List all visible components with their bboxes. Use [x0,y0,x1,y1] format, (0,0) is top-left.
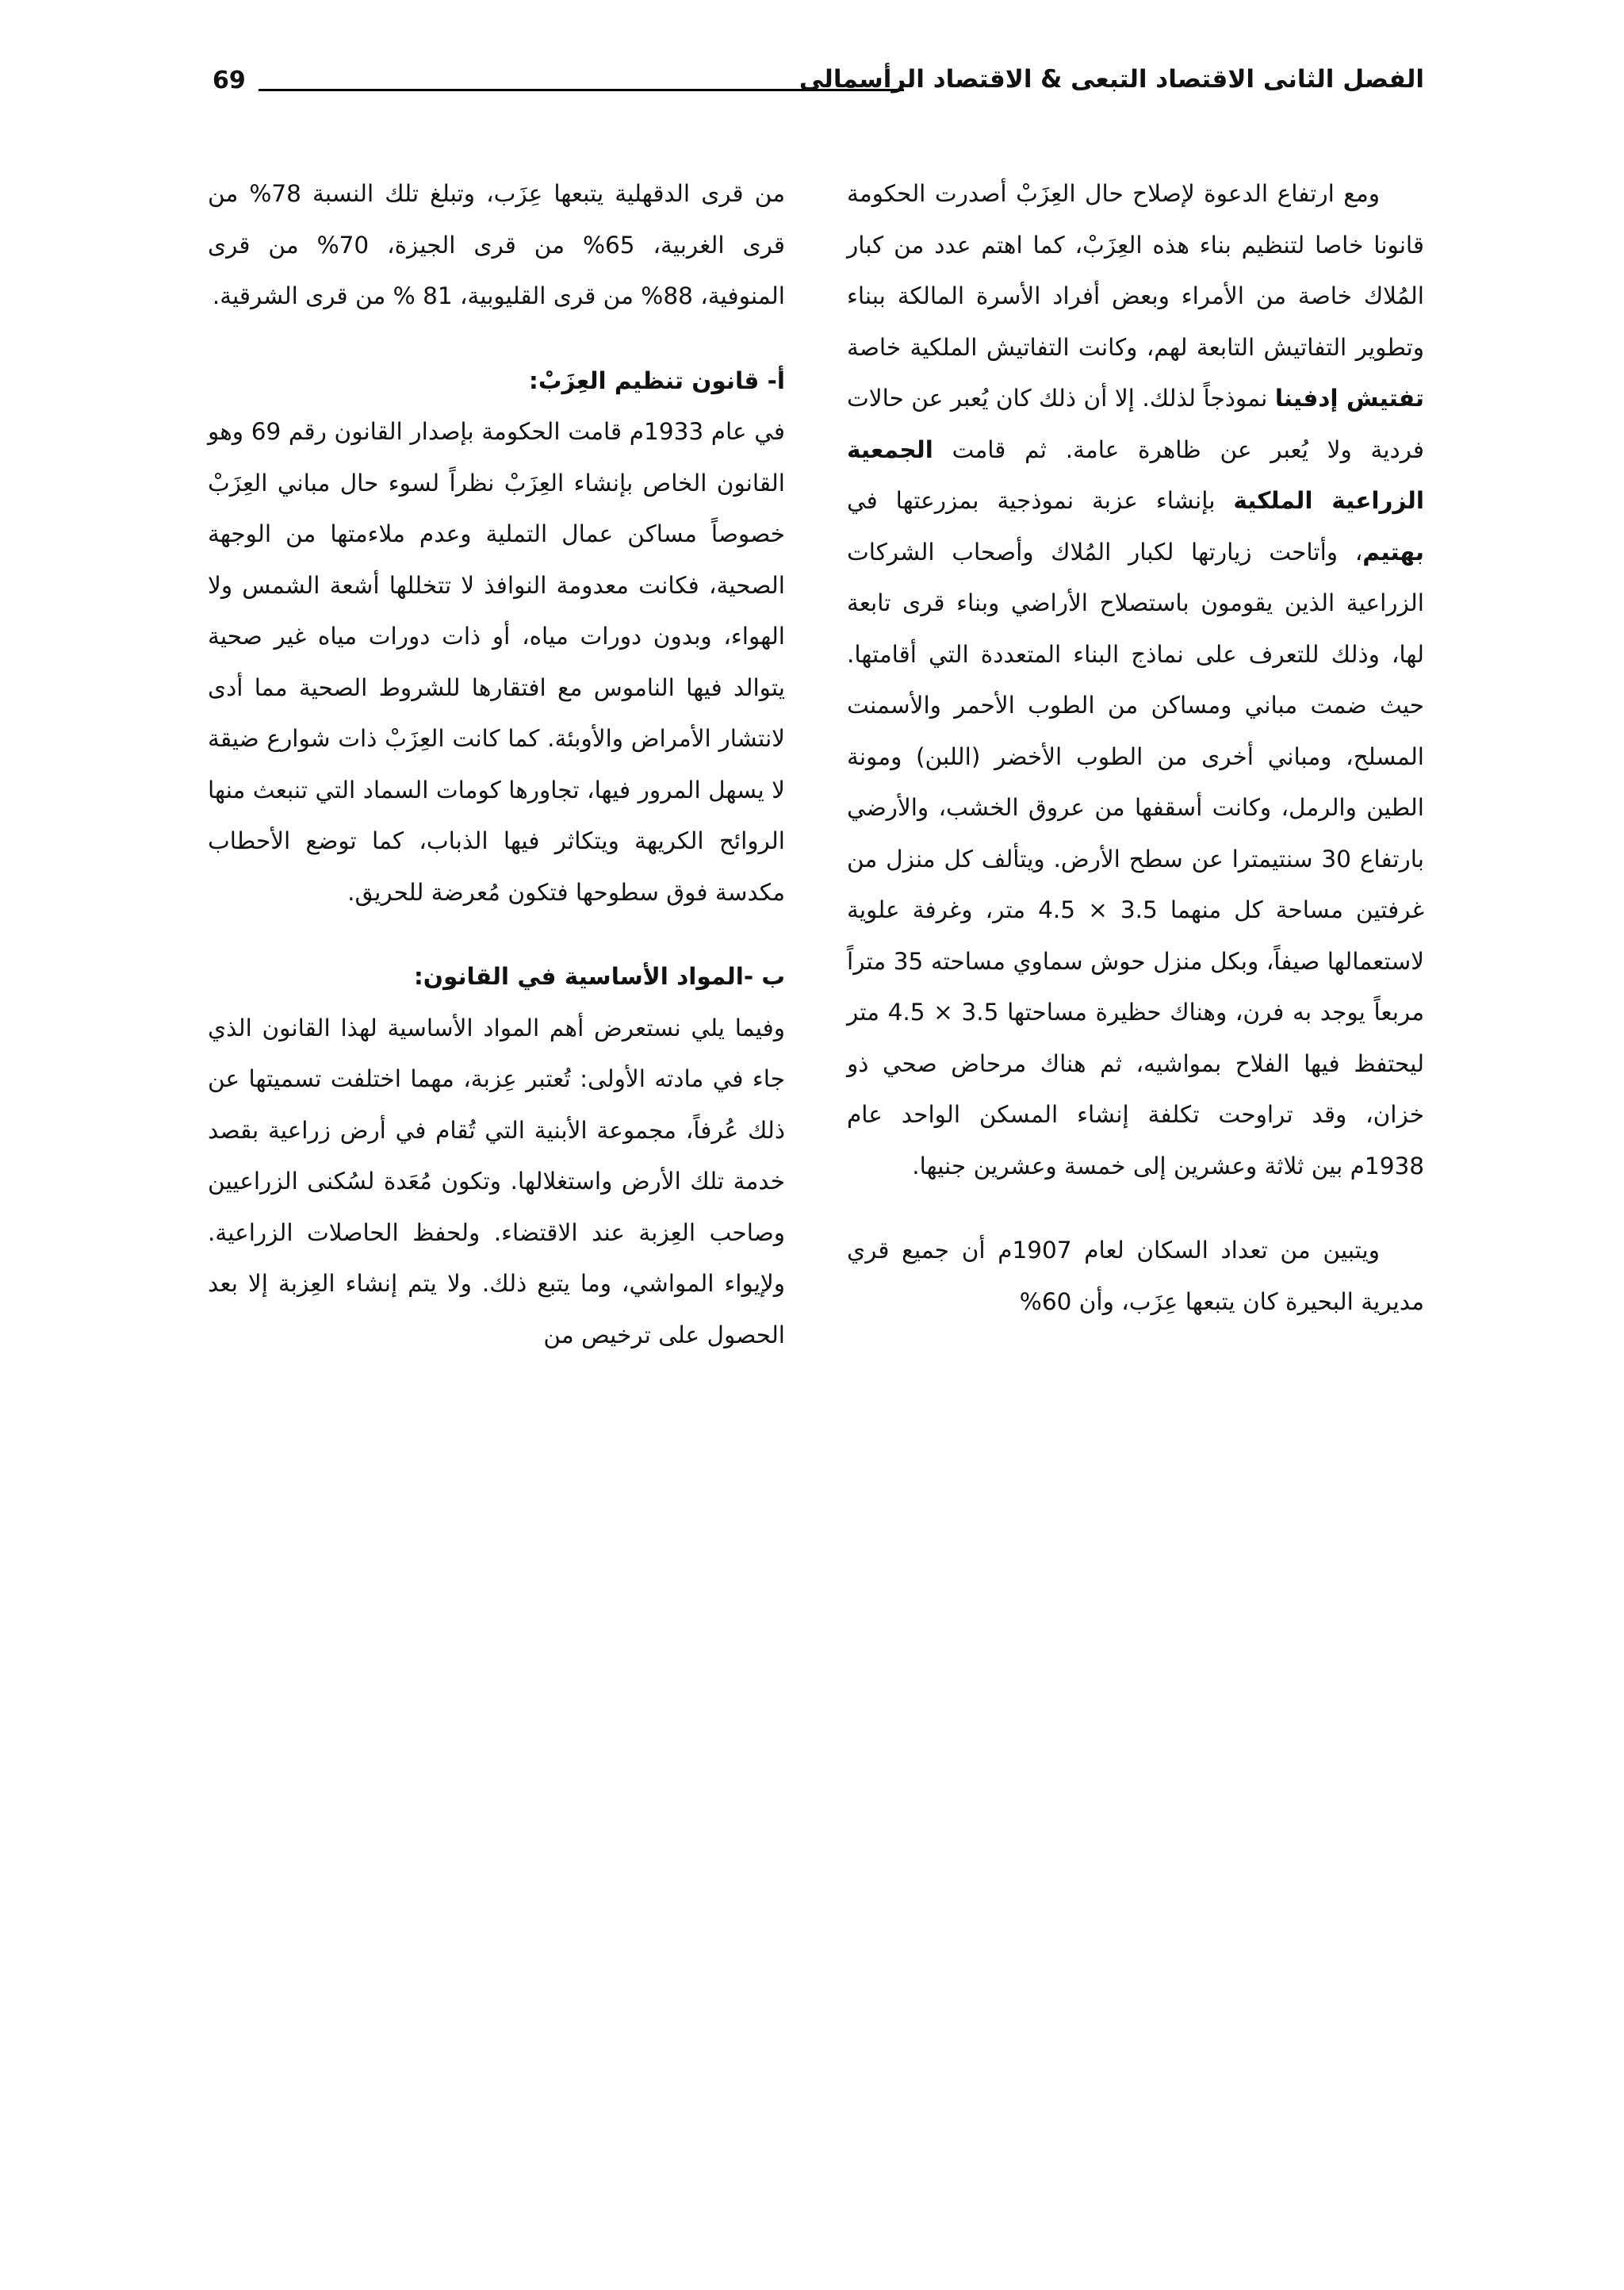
page-header [213,62,1424,113]
paragraph-4: في عام 1933م قامت الحكومة بإصدار القانون رقم 69 وهو القانون الخاص بإنشاء العِزَبْ نظراً لسوء حال مباني العِزَبْ خصوصاً مساكن عمال التملية وعدم ملاءمتها من الوجهة الصحية، فكانت معدومة النوافذ لا تتخللها أشعة الشمس ولا الهواء، وبدون دورات مياه، أو ذات دورات مياه غير صحية يتوالد فيها الناموس مع افتقارها للشروط الصحية مما أدى لانتشار الأمراض والأوبئة. كما كانت العِزَبْ ذات شوارع ضيقة لا يسهل المرور فيها، تجاورها كومات السماد التي تنبعث منها الروائح الكريهة ويتكاثر فيها الذباب، كما توضع الأحطاب مكدسة فوق سطوحها فتكون مُعرضة للحريق. [208,418,785,906]
bold-term-royal-society: الجمعية الزراعية الملكية [847,435,1424,514]
text-run: نموذجاً لذلك. إلا أن ذلك كان يُعبر عن حالات فردية ولا يُعبر عن ظاهرة عامة. ثم قامت [847,385,1424,463]
paragraph-2: ويتبين من تعداد السكان لعام 1907م أن جميع قري مديرية البحيرة كان يتبعها عِزَب، وأن 60% [847,1237,1424,1315]
paragraph-1 [847,168,1424,1191]
left-column [208,168,785,1360]
right-column [847,168,1424,1327]
page-number: 69 [213,67,246,94]
section-heading-b: ب -المواد الأساسية في القانون: [414,963,785,990]
bold-term-bahteem: بهتيم [1362,538,1424,566]
running-title: الفصل الثانى الاقتصاد التبعى & الاقتصاد الرأسمالى [799,65,1424,94]
text-run: بإنشاء عزبة نموذجية بمزرعتها في [847,487,1234,514]
text-run: ومع ارتفاع الدعوة لإصلاح حال العِزَبْ أصدرت الحكومة قانونا خاصا لتنظيم بناء هذه العِزَبْ، كما اهتم عدد من كبار المُلاك خاصة من الأمراء وبعض أفراد الأسرة المالكة ببناء وتطوير التفاتيش التابعة لهم، وكانت التفاتيش الملكية خاصة [847,180,1424,361]
paragraph-3: من قرى الدقهلية يتبعها عِزَب، وتبلغ تلك النسبة 78% من قرى الغربية، 65% من قرى الجيزة، 70% من قرى المنوفية، 88% من قرى القليوبية، 81 % من قرى الشرقية. [208,180,786,309]
text-run: ، وأتاحت زيارتها لكبار المُلاك وأصحاب الشركات الزراعية الذين يقومون باستصلاح الأراضي وبناء قرى تابعة لها، وذلك للتعرف على نماذج البناء المتعددة التي أقامتها. حيث ضمت مباني ومساكن من الطوب الأحمر والأسمنت المسلح، ومباني أخرى من الطوب الأخضر (اللبن) ومونة الطين والرمل، وكانت أسقفها من عروق الخشب، والأرضي بارتفاع 30 سنتيمترا عن سطح الأرض. ويتألف كل منزل من غرفتين مساحة كل منهما 3.5 × 4.5 متر، وغرفة علوية لاستعمالها صيفاً، وبكل منزل حوش سماوي مساحته 35 متراً مربعاً يوجد به فرن، وهناك حظيرة مساحتها 3.5 × 4.5 متر ليحتفظ فيها الفلاح بمواشيه، ثم هناك مرحاض صحي ذو خزان، وقد تراوحت تكلفة إنشاء المسكن الواحد عام 1938م بين ثلاثة وعشرين إلى خمسة وعشرين جنيها. [847,538,1424,1180]
paragraph-5: وفيما يلي نستعرض أهم المواد الأساسية لهذا القانون الذي جاء في مادته الأولى: تُعتبر عِزبة، مهما اختلفت تسميتها عن ذلك عُرفاً، مجموعة الأبنية التي تُقام في أرض زراعية بقصد خدمة تلك الأرض واستغلالها. وتكون مُعَدة لسُكنى الزراعيين وصاحب العِزبة عند الاقتضاء. ولحفظ الحاصلات الزراعية. ولإيواء المواشي، وما يتبع ذلك. ولا يتم إنشاء العِزبة إلا بعد الحصول على ترخيص من [208,1014,785,1348]
section-heading-a: أ- قانون تنظيم العِزَبْ: [529,366,785,394]
bold-term-edfina: تفتيش إدفينا [1274,385,1424,412]
